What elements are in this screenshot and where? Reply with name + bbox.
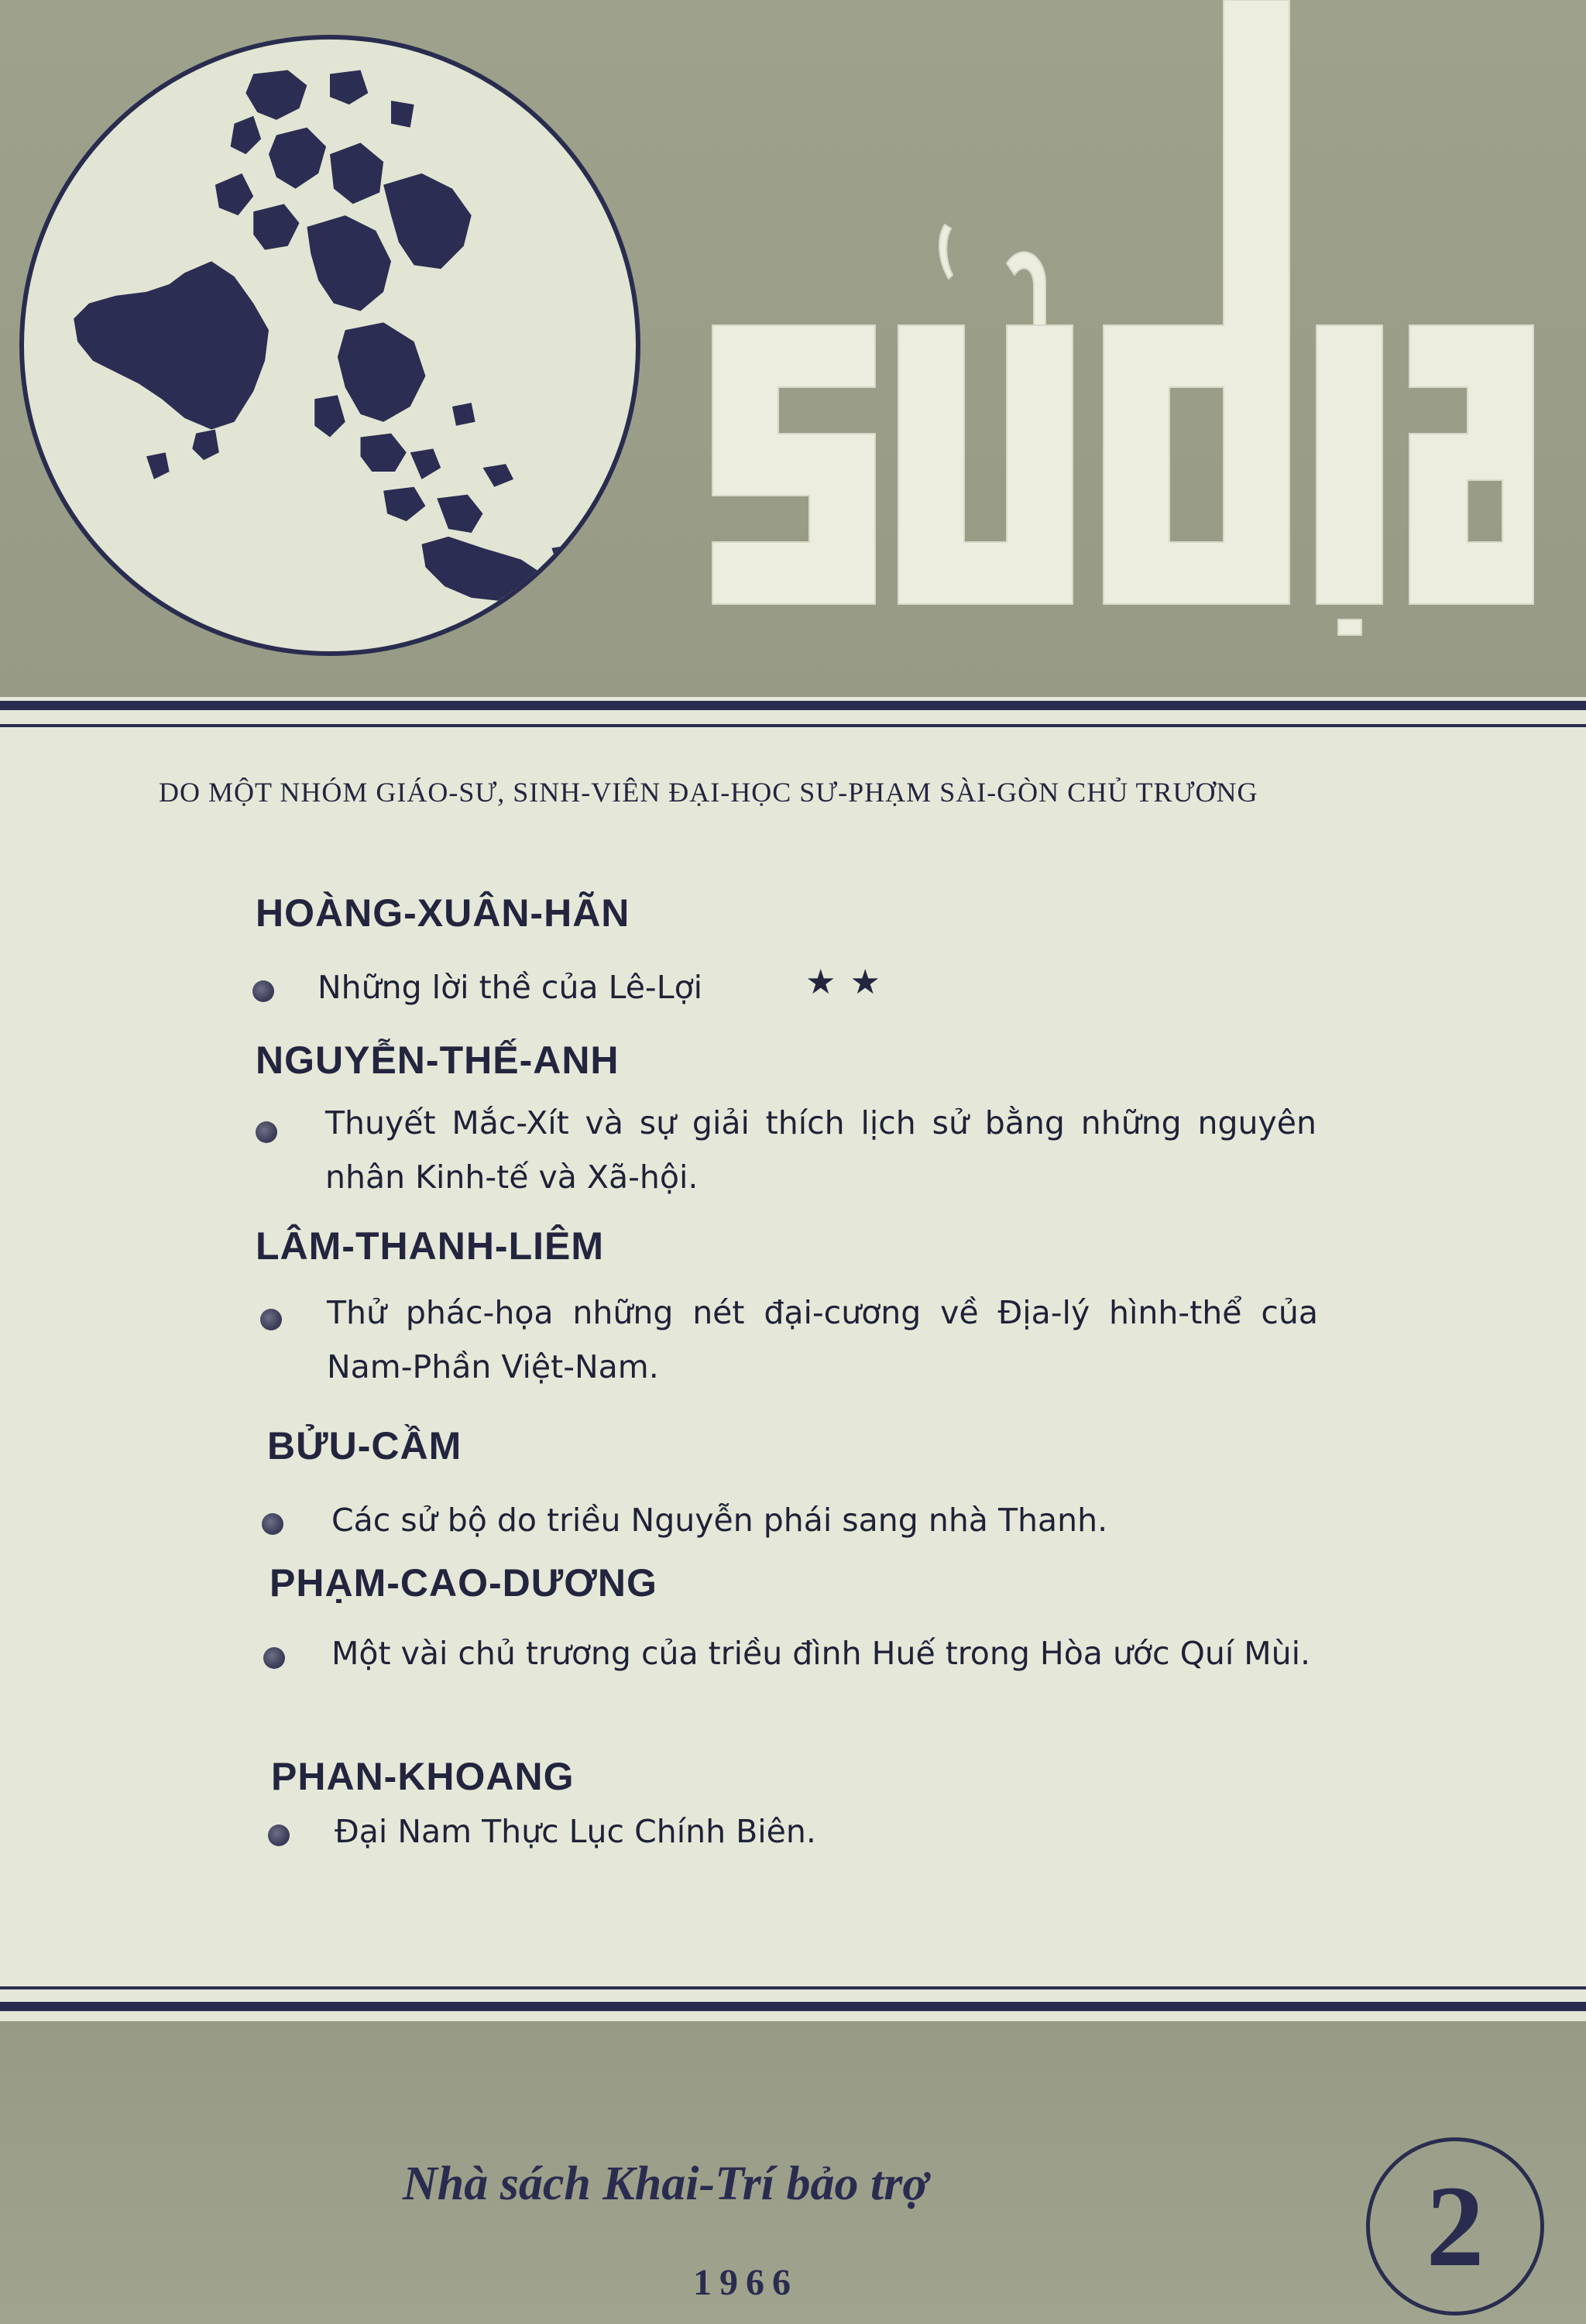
article-author: NGUYỄN-THẾ-ANH	[256, 1038, 620, 1082]
masthead-logo	[681, 0, 1549, 643]
round-bullet-icon	[262, 1513, 283, 1535]
issue-number: 2	[1426, 2162, 1485, 2291]
article-author: PHAN-KHOANG	[271, 1755, 575, 1798]
star-rating: ★★	[805, 963, 894, 1002]
article-title: Các sử bộ do triều Nguyễn phái sang nhà Thanh.	[331, 1502, 1108, 1539]
round-bullet-icon	[268, 1825, 290, 1846]
round-bullet-icon	[252, 980, 274, 1002]
round-bullet-icon	[260, 1309, 282, 1330]
article-author: LÂM-THANH-LIÊM	[256, 1224, 605, 1268]
masthead-title	[681, 0, 1549, 643]
issue-badge	[1366, 2137, 1544, 2315]
top-thick-rule	[0, 701, 1586, 710]
article-author: HOÀNG-XUÂN-HÃN	[256, 891, 630, 935]
article-title: Thuyết Mắc-Xít và sự giải thích lịch sử bằng những nguyên nhân Kinh-tế và Xã-hội.	[325, 1104, 1317, 1196]
bottom-thin-rule	[0, 1986, 1586, 1989]
top-thin-rule	[0, 724, 1586, 727]
publication-year: 1966	[693, 2262, 798, 2303]
round-bullet-icon	[263, 1647, 285, 1669]
article-title: Đại Nam Thực Lục Chính Biên.	[335, 1813, 816, 1850]
article-title: Những lời thề của Lê-Lợi	[318, 969, 703, 1006]
world-map-globe-icon	[19, 35, 640, 656]
article-title: Thử phác-họa những nét đại-cương về Địa-lý hình-thể của Nam-Phần Việt-Nam.	[327, 1294, 1318, 1385]
sponsor-line: DO MỘT NHÓM GIÁO-SƯ, SINH-VIÊN ĐẠI-HỌC SƯ-PHẠM SÀI-GÒN CHỦ TRƯƠNG	[159, 777, 1258, 808]
article-author: BỬU-CẦM	[267, 1424, 462, 1468]
article-title: Một vài chủ trương của triều đình Huế trong Hòa ước Quí Mùi.	[331, 1635, 1311, 1672]
publisher-credit: Nhà sách Khai-Trí bảo trợ	[403, 2158, 929, 2210]
bottom-thick-rule	[0, 2002, 1586, 2011]
article-author: PHẠM-CAO-DƯƠNG	[269, 1561, 657, 1605]
globe-map-svg	[24, 39, 636, 651]
round-bullet-icon	[256, 1121, 277, 1143]
